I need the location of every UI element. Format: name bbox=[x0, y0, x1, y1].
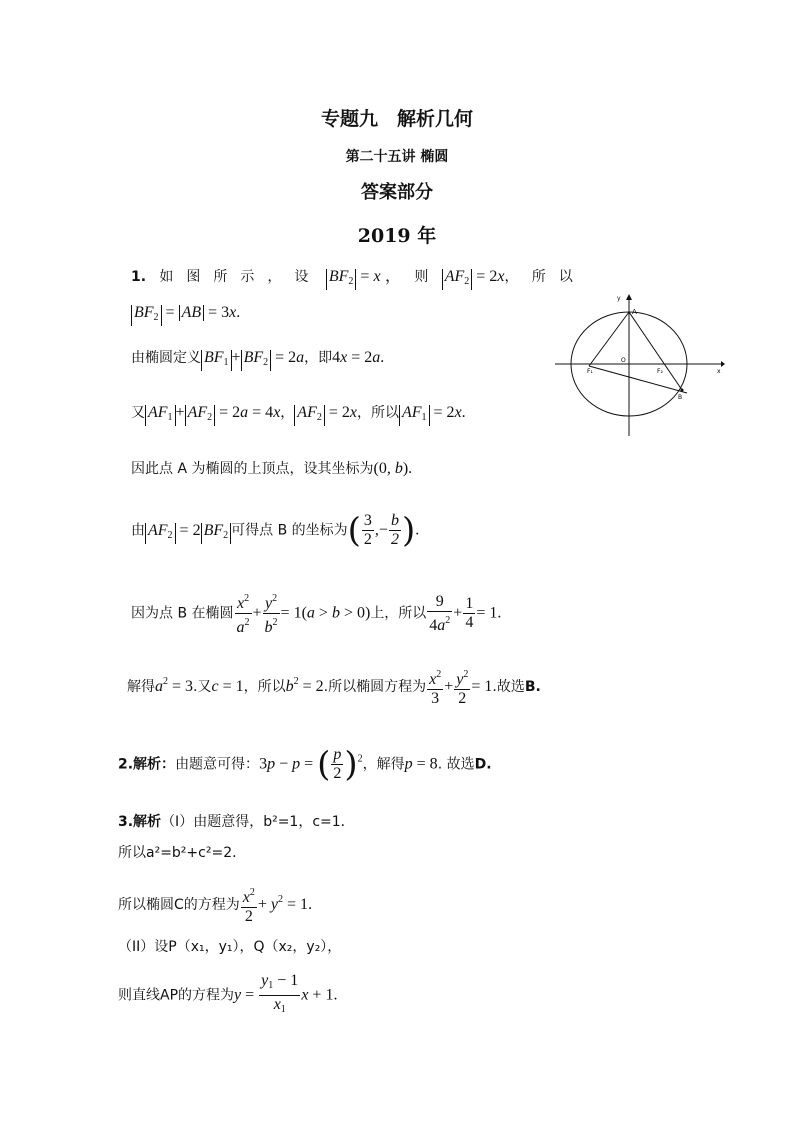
p1-line5: 因此点 A 为椭圆的上顶点，设其坐标为(0, b). bbox=[131, 460, 413, 477]
p1-line6: 由 $AF_2 = 2$ $BF_2$ 可得点 B 的坐标为( $\frac{3}{2}$ ,− $\frac{b}{2}$ ). bbox=[131, 510, 420, 551]
p1-intro: 如图所示，设 bbox=[159, 269, 322, 285]
p1-line3: 由椭圆定义 $BF_1 + BF_2 = 2a$，即4x = 2a. bbox=[131, 347, 384, 371]
p1-line1: 1. 如图所示，设 $BF_2 = x$ ， 则 $AF_2 = 2x$， 所以 bbox=[131, 263, 586, 290]
p3-line2: 所以a²=b²+c²=2． bbox=[118, 845, 247, 861]
p3-line4: （II）设P（x₁，y₁），Q（x₂，y₂）， bbox=[118, 939, 342, 955]
main-title: 专题九 解析几何 bbox=[320, 108, 473, 130]
label-A: A bbox=[632, 308, 637, 316]
p1-line7: 因为点 B 在椭圆 $\frac{x^2}{a^2}$ + $\frac{y^2}{b^2}$ = 1(a > b > 0)上，所以 $\frac{9}{4a^2}$ + $\frac{1}{4}$ = 1. bbox=[131, 590, 501, 637]
lecture-title: 第二十五讲 椭圆 bbox=[345, 149, 449, 165]
year-heading: 2019 年 bbox=[357, 225, 437, 247]
label-B: B bbox=[678, 394, 683, 401]
p2-line: 2.解析：由题意可得：3p − p = ( $\frac{p}{2}$ )$^2$，解得p = 8. 故选D. bbox=[118, 744, 492, 785]
p1-line2: $BF_2$ = AB = 3x. bbox=[131, 304, 240, 326]
segment-f1b bbox=[589, 366, 687, 393]
p3-line1: 3.解析（I）由题意得，b²=1，c=1． bbox=[118, 814, 355, 830]
label-O: O bbox=[621, 357, 626, 364]
p1-line8: 解得$a^2 = 3$.又c = 1，所以$b^2 = 2$.所以椭圆方程为 $\frac{x^2}{3}$ + $\frac{y^2}{2}$ = 1.故选B. bbox=[127, 666, 541, 708]
label-x: x bbox=[717, 368, 721, 375]
segment-ab bbox=[629, 312, 682, 390]
p1-line4: 又 $AF_1 + AF_2 = 2a = 4x$， $AF_2 = 2x$，所以 $AF_1 = 2x$. bbox=[131, 402, 466, 426]
label-F2: F₂ bbox=[657, 368, 663, 375]
p3-line5: 则直线AP的方程为y = $\frac{y_1 - 1}{x_1}$ x + 1. bbox=[118, 972, 338, 1015]
ellipse-figure bbox=[553, 294, 725, 438]
label-y: y bbox=[617, 295, 621, 302]
label-F1: F₁ bbox=[587, 368, 593, 375]
p3-line3: 所以椭圆C的方程为 $\frac{x^2}{2}$ + $y^2 = 1$. bbox=[118, 884, 312, 926]
answer-heading: 答案部分 bbox=[361, 182, 433, 203]
